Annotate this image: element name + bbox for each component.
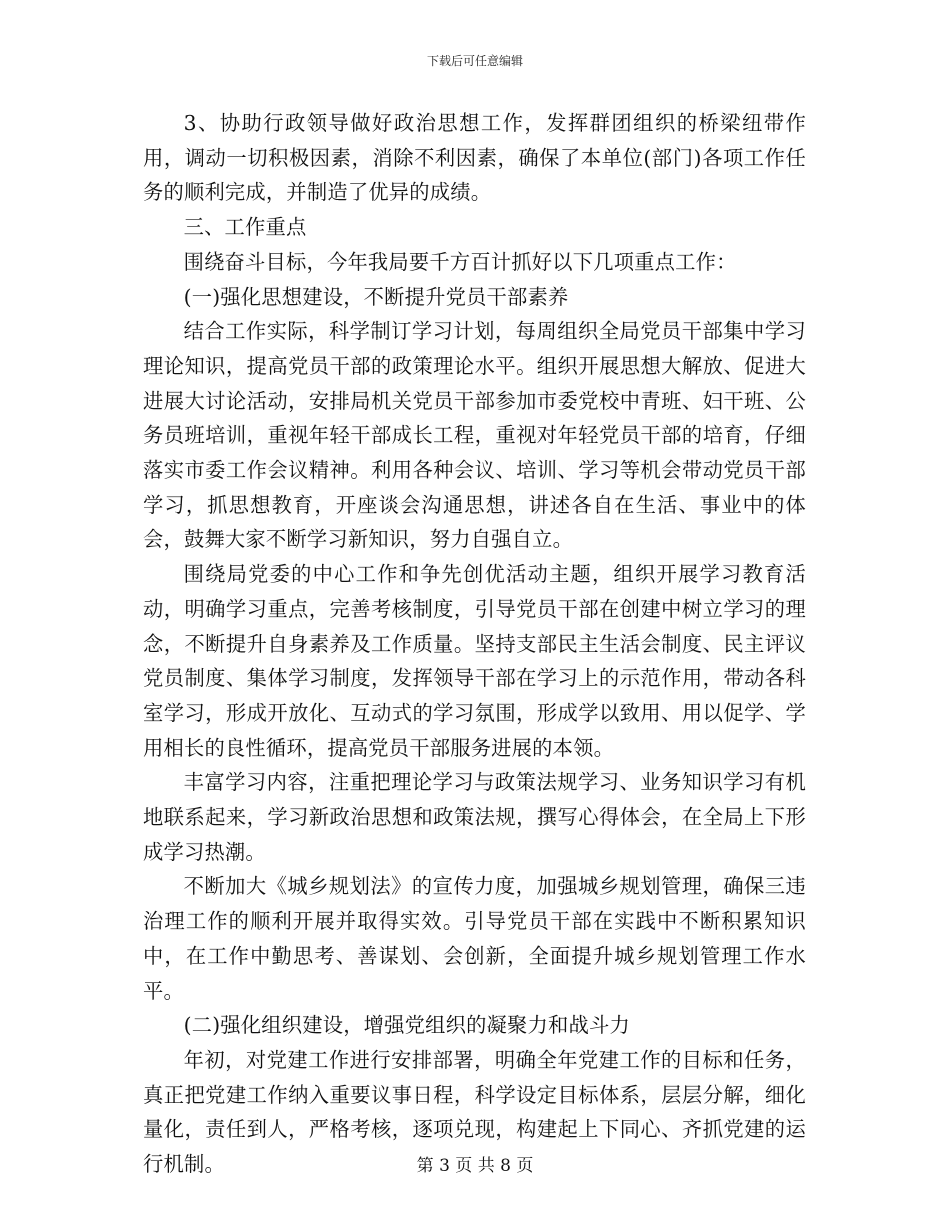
footer-label-after: 页	[516, 1156, 534, 1176]
paragraph-party-building: 年初，对党建工作进行安排部署，明确全年党建工作的目标和任务，真正把党建工作纳入重要议事日程，科学设定目标体系，层层分解，细化量化，责任到人，严格考核，逐项兑现，构建起上下同心、齐抓党建的运行机制。	[143, 1047, 806, 1177]
current-page-number: 3	[439, 1156, 450, 1176]
section-heading-work-focus: 三、工作重点	[183, 215, 307, 240]
paragraph-item-3: 3、协助行政领导做好政治思想工作，发挥群团组织的桥梁纽带作用，调动一切积极因素，消除不利因素，确保了本单位(部门)各项工作任务的顺利完成，并制造了优异的成绩。	[143, 111, 806, 205]
document-body	[143, 106, 806, 1182]
footer-label-middle: 页 共	[455, 1156, 495, 1176]
paragraph-planning-law: 不断加大《城乡规划法》的宣传力度，加强城乡规划管理，确保三违治理工作的顺利开展并取得实效。引导党员干部在实践中不断积累知识中，在工作中勤思考、善谋划、会创新，全面提升城乡规划管理工作水平。	[143, 874, 806, 1003]
page-header-note: 下载后可任意编辑	[426, 54, 523, 68]
subheading-organizational-building: (二)强化组织建设，增强党组织的凝聚力和战斗力	[183, 1013, 630, 1038]
paragraph-study-content: 丰富学习内容，注重把理论学习与政策法规学习、业务知识学习有机地联系起来，学习新政治思想和政策法规，撰写心得体会，在全局上下形成学习热潮。	[143, 770, 806, 864]
paragraph-study-activities: 围绕局党委的中心工作和争先创优活动主题，组织开展学习教育活动，明确学习重点，完善考核制度，引导党员干部在创建中树立学习的理念，不断提升自身素养及工作质量。坚持支部民主生活会制度、民主评议党员制度、集体学习制度，发挥领导干部在学习上的示范作用，带动各科室学习，形成开放化、互动式的学习氛围，形成学以致用、用以促学、学用相长的良性循环，提高党员干部服务进展的本领。	[143, 562, 806, 760]
paragraph-intro: 围绕奋斗目标，今年我局要千方百计抓好以下几项重点工作：	[183, 249, 737, 274]
subheading-ideological-building: (一)强化思想建设，不断提升党员干部素养	[183, 284, 569, 309]
total-pages-number: 8	[500, 1156, 511, 1176]
page-footer	[0, 1155, 950, 1177]
paragraph-study-plan: 结合工作实际，科学制订学习计划，每周组织全局党员干部集中学习理论知识，提高党员干部的政策理论水平。组织开展思想大解放、促进大进展大讨论活动，安排局机关党员干部参加市委党校中青班、妇干班、公务员班培训，重视年轻干部成长工程，重视对年轻党员干部的培育，仔细落实市委工作会议精神。利用各种会议、培训、学习等机会带动党员干部学习，抓思想教育，开座谈会沟通思想，讲述各自在生活、事业中的体会，鼓舞大家不断学习新知识，努力自强自立。	[143, 319, 806, 552]
footer-label-before: 第	[416, 1156, 434, 1176]
